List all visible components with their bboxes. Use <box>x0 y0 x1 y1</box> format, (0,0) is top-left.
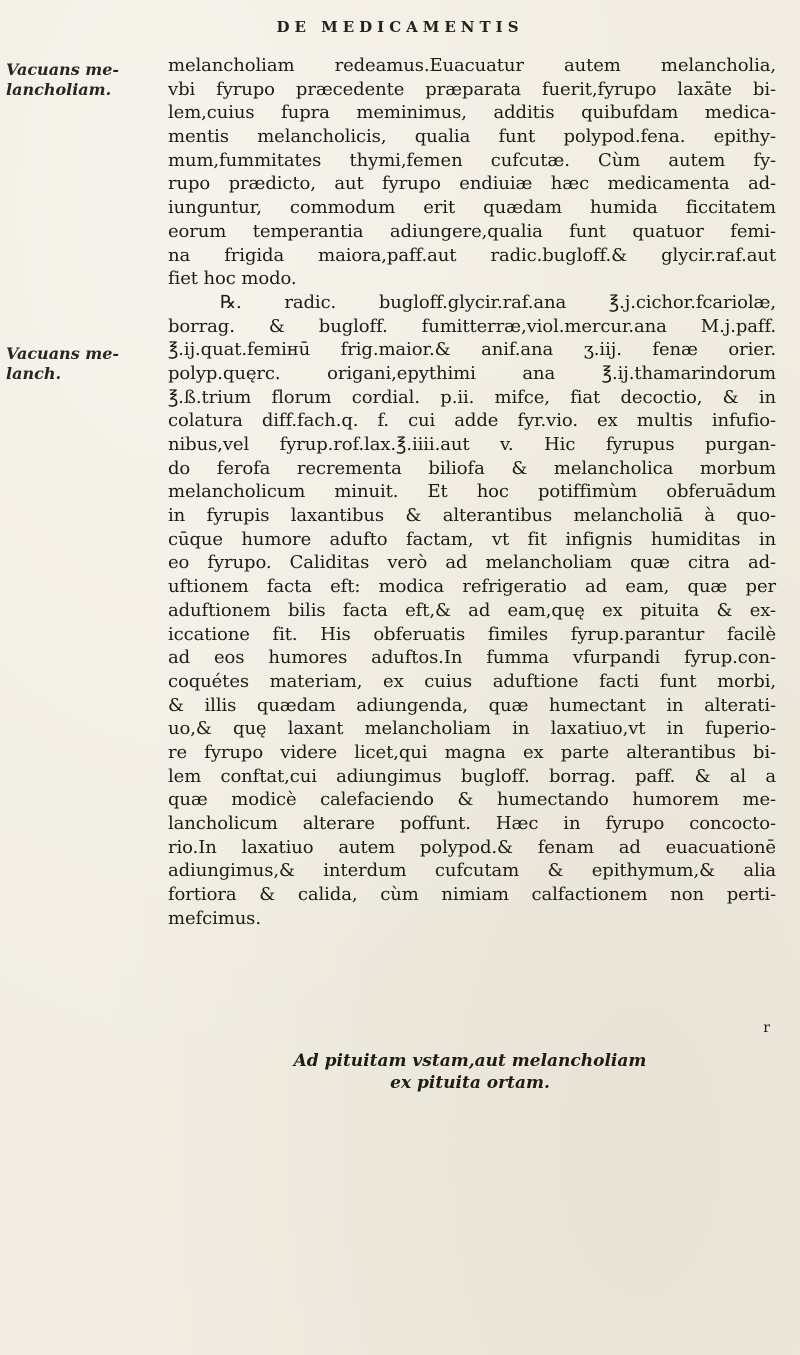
text-line: nibus,vel fyrup.rof.lax.℥.iiii.aut v. Hic fyrupus purgan- <box>168 434 776 455</box>
text-line: ℥.ij.quat.femінū frig.maior.& anif.ana ʒ.iij. fenæ orier. <box>168 339 776 361</box>
text-line: lem conftat,cui adiungimus bugloff. borrag. paff. & al a <box>168 765 776 787</box>
text-line: colatura diff.fach.q. f. cui adde fyr.vio. ex multis infufio- <box>168 410 776 432</box>
text-line: re fyrupo videre licet,qui magna ex parte alterantibus bi- <box>168 741 776 763</box>
running-head: DE MEDICAMENTIS <box>276 18 524 36</box>
text-line: ℥.ß.trium florum cordial. p.ii. mifce, fiat decoctio, & in <box>168 386 776 408</box>
text-line: adiungimus,& interdum cufcutam & epithymum,& alia <box>168 860 776 882</box>
section-heading-line: Ad pituitam vstam,aut melancholiam <box>293 1051 647 1071</box>
text-line: lem,cuius fupra meminimus, additis quibufdam medica- <box>168 102 776 124</box>
text-line: rio.In laxatiuo autem polypod.& fenam ad euacuationē <box>168 836 776 858</box>
text-line: in fyrupis laxantibus & alterantibus melancholiā à quo- <box>168 505 776 527</box>
text-line: & illis quædam adiungenda, quæ humectant in alterati- <box>168 694 776 716</box>
text-line: iccatione fit. His obferuatis fimiles fyrup.parantur facilè <box>168 623 776 645</box>
text-line: iunguntur, commodum erit quædam humida ficcitatem <box>168 197 776 219</box>
margin-note-line: lanch. <box>6 364 62 383</box>
text-line: rupo prædicto, aut fyrupo endiuiæ hæc medicamenta ad- <box>168 173 776 195</box>
text-line: uftionem facta eft: modica refrigeratio ad eam, quæ per <box>168 576 776 598</box>
text-line: uo,& quę laxant melancholiam in laxatiuo,vt in fuperio- <box>168 718 776 740</box>
text-line: eorum temperantia adiungere,qualia funt quatuor femi- <box>168 220 776 242</box>
section-heading <box>200 1050 740 1094</box>
text-line: melancholicum minuit. Et hoc potiffimùm obferuādum <box>168 481 776 503</box>
text-line: borrag. & bugloff. fumitterræ,viol.mercur.ana M.j.paff. <box>168 315 776 337</box>
text-line: polyp.quęrc. origani,epythimi ana ℥.ij.thamarindorum <box>168 362 776 384</box>
text-line: ad eos humores aduftos.In fumma vfurpandi fyrup.con- <box>168 647 776 669</box>
signature-mark: r <box>763 1020 770 1036</box>
text-line: eo fyrupo. Caliditas verò ad melancholiam quæ citra ad- <box>168 552 776 574</box>
text-line: cūque humore adufto factam, vt fit infignis humiditas in <box>168 528 776 550</box>
text-line: fortiora & calida, cùm nimiam calfactionem non perti- <box>168 884 776 906</box>
margin-note-line: Vacuans me- <box>6 344 120 363</box>
text-line: aduftionem bilis facta eft,& ad eam,quę ex pituita & ex- <box>168 599 776 621</box>
main-text-block <box>168 54 776 930</box>
text-line: quæ modicè calefaciendo & humectando humorem me- <box>168 789 776 811</box>
margin-note-line: Vacuans me- <box>6 60 120 79</box>
margin-note-1 <box>6 60 166 100</box>
margin-note-2 <box>6 344 166 384</box>
text-line: melancholiam redeamus.Euacuatur autem melancholia, <box>168 55 776 76</box>
text-line: lancholicum alterare poffunt. Hæc in fyrupo concocto- <box>168 813 776 834</box>
text-line: mentis melancholicis, qualia funt polypod.fena. epithy- <box>168 126 776 148</box>
text-line: mum,fummitates thymi,femen cufcutæ. Cùm autem fy- <box>168 149 776 171</box>
text-line: mefcimus. <box>168 907 261 929</box>
recipe-line: ℞. radic. bugloff.glycir.raf.ana ℥.j.cichor.fcariolæ, <box>220 291 776 313</box>
text-line: coquétes materiam, ex cuius aduftione facti funt morbi, <box>168 670 776 692</box>
text-line: fiet hoc modo. <box>168 268 297 290</box>
section-heading-line: ex pituita ortam. <box>390 1073 550 1093</box>
text-line: vbi fyrupo præcedente præparata fuerit,fyrupo laxāte bi- <box>168 78 776 100</box>
text-line: na frigida maiora,paff.aut radic.bugloff.& glycir.raf.aut <box>168 244 776 266</box>
margin-note-line: lancholiam. <box>6 80 112 99</box>
text-line: do ferofa recrementa biliofa & melancholica morbum <box>168 457 776 479</box>
